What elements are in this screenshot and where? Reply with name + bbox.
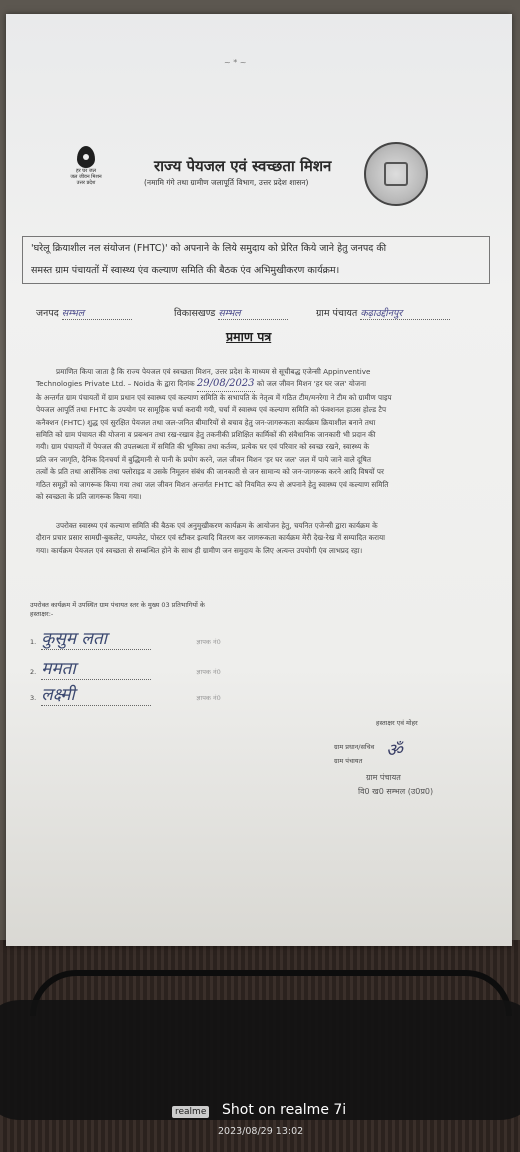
panchayat-field: ग्राम पंचायत कढ़ाउद्दीनपुर (316, 306, 450, 320)
participant-1: 1. कुसुम लता ज्ञापक नं0 (30, 626, 290, 650)
up-government-seal-icon (364, 142, 428, 206)
paragraph-1: प्रमाणित किया जाता है कि राज्य पेयजल एवं स्वच्छता मिशन, उत्तर प्रदेश के माध्यम से सूचीबद्ध एजेन्सी Appinventive Technologies Private Ltd. – Noida के द्वारा दिनांक 29/08/2023 को जल जीवन मिशन 'हर घर जल' योजना के अन्तर्गत ग्राम पंचायतों में ग्राम प्रधान एवं स्वास्थ्य एवं कल्याण समिति के सभापति के नेतृत्व में गठित टीम/मनरेगा ने टीम को ग्रामीण पाइप पेयजल आपूर्ति तथा FHTC के उपयोग पर सामूहिक चर्चा करायी गयी, चर्चा में स्वास्थ्य एवं कल्याण समिति को फंक्शनल हाउस होल्ड टैप कनैक्शन (FHTC) शुद्ध एवं सुरक्षित पेयजल तथा जल-जनित बीमारियों से बचाव हेतु जन-जागरूकता कार्यक्रम क्रियाशील बनाने तथा समिति को ग्राम पंचायत की योजना व प्रबन्धन तथा रख-रखाव हेतु तकनीकी प्रशिक्षित कार्मिकों की संवैधानिक जानकारी भी प्रदान की गयी। ग्राम पंचायतों में पेयजल की उपलब्धता में समिति की भूमिका तथा कर्तव्य, प्रत्येक घर एवं परिवार को स्वच्छ रखने, स्वास्थ्य के प्रति जन जागृति, दैनिक दिनचर्या में बुद्धिमानी से पानी के प्रयोग करने, जल जीवन मिशन 'हर घर जल' जल में पाये जाने वाले दूषित तत्वों के प्रति तथा आर्सेनिक तथा फ्लोराइड व उसके निमूलन संबंध की जानकारी से जन सामान्य को जन-जागरूक करने आदि विषयों पर गठित समूहों को जागरूक किया गया तथा जल जीवन मिशन अन्तर्गत FHTC को नियमित रूप से अपनाने हेतु स्वास्थ्य एवं कल्याण समिति को स्वच्छता के प्रति जागरूक किया गया। (36, 367, 392, 502)
panchayat-value: कढ़ाउद्दीनपुर (360, 306, 450, 320)
stamp-line-2: वि0 ख0 सम्भल (उ0प्र0) (358, 787, 434, 796)
certificate-title: प्रमाण पत्र (226, 329, 272, 344)
water-drop-icon (77, 146, 95, 168)
participant-signature: लक्ष्मी (41, 682, 151, 706)
signoff-role: ग्राम प्रधान/सचिव (334, 743, 375, 751)
participant-2: 2. ममता ज्ञापक नं0 (30, 656, 290, 680)
paragraph-2: उपरोक्त स्वास्थ्य एवं कल्याण समिति की बैठक एवं अनुमुखीकरण कार्यक्रम के आयोजन हेतु, चयनित एजेन्सी द्वारा कार्यक्रम के दौरान प्रचार प्रसार सामग्री-बुकलेट, पम्पलेट, पोस्टर एवं स्टीकर इत्यादि वितरण कर जागरूकता कार्यक्रम मेरी देख-रेख में सम्पादित कराया गया। कार्यक्रम पेयजल एवं स्वच्छता से सम्बन्धित होने के साथ ही ग्रामीण जन समुदाय के लिए अत्यन्त उपयोगी एंव लाभप्रद रहा। (36, 521, 385, 555)
program-title-box: 'घरेलू क्रियाशील नल संयोजन (FHTC)' को अपनाने के लिये समुदाय को प्रेरित किये जाने हेतु जनपद की समस्त ग्राम पंचायतों में स्वास्थ्य एंव कल्याण समिति की बैठक एंव अभिमुखीकरण कार्यक्रम। (22, 236, 490, 284)
realme-logo: realme (172, 1106, 209, 1118)
participant-signature: ममता (41, 656, 151, 680)
participant-3: 3. लक्ष्मी ज्ञापक नं0 (30, 682, 290, 706)
photo-timestamp: 2023/08/29 13:02 (218, 1126, 304, 1137)
jal-jeevan-mission-logo: हर घर जल जल जीवन मिशन उत्तर प्रदेश (66, 146, 106, 186)
district-value: सम्भल (62, 306, 132, 320)
block-field: विकासखण्ड सम्भल (174, 306, 288, 320)
camera-watermark: Shot on realme 7i (222, 1102, 347, 1118)
district-field: जनपद सम्भल (36, 306, 132, 320)
participant-signature: कुसुम लता (41, 626, 151, 650)
mission-title: राज्य पेयजल एवं स्वच्छता मिशन (154, 157, 332, 175)
signoff-label: हस्ताक्षर एवं मोहर (376, 719, 418, 727)
block-value: सम्भल (218, 306, 288, 320)
pradhan-signature: ॐ (386, 740, 403, 761)
top-marks: ~ * ~ (224, 58, 247, 67)
program-date: 29/08/2023 (197, 378, 255, 391)
signoff-panchayat: ग्राम पंचायत (334, 757, 363, 765)
document-paper (6, 14, 512, 946)
stamp-line-1: ग्राम पंचायत (366, 773, 401, 782)
participants-intro: उपरोक्त कार्यक्रम में उपस्थित ग्राम पंचायत स्तर के मुख्य 03 प्रतिभागियों के हस्ताक्षर:- (30, 601, 205, 618)
mission-subtitle: (नमामि गंगे तथा ग्रामीण जलापूर्ति विभाग, उत्तर प्रदेश शासन) (144, 178, 309, 187)
